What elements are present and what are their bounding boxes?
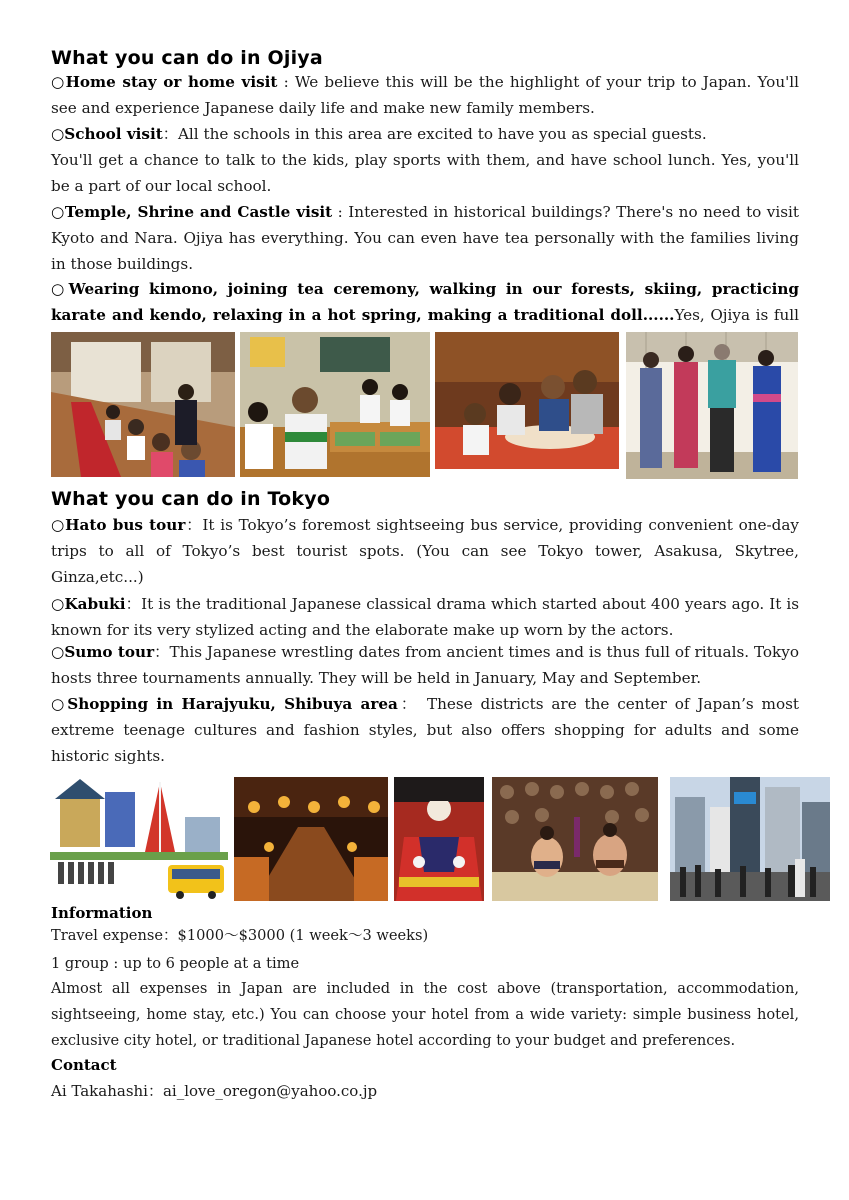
- item-text: We believe this will be the highlight of your trip to Japan. You'll see and experience Japanese daily life and make new family members.: [51, 73, 800, 117]
- contact-line: Ai Takahashi：ai_love_oregon@yahoo.co.jp: [51, 1082, 378, 1100]
- item-label: ○School visit: [51, 125, 163, 143]
- item-label: ○Kabuki: [51, 595, 126, 613]
- item-label: ○Hato bus tour: [51, 516, 186, 534]
- item-text: It is Tokyo’s foremost sightseeing bus service, providing convenient one-day trips to all of Tokyo’s best tourist spots. (You can see Tokyo tower, Asakusa, Skytree, Ginza,etc...): [51, 516, 799, 586]
- tokyo-item-hato-bus: [51, 512, 799, 590]
- item-text: It is the traditional Japanese classical drama which started about 400 years ago. It is known for its very stylized acting and the elaborate make up worn by the actors.: [51, 595, 800, 639]
- item-label: ○Sumo tour: [51, 643, 155, 661]
- info-group-size: 1 group : up to 6 people at a time: [51, 955, 300, 972]
- item-sep: ：: [162, 125, 178, 143]
- photo-temple-sitting: [51, 332, 235, 477]
- photo-tokyo-landmarks: [50, 777, 228, 901]
- ojiya-item-school: [51, 121, 799, 147]
- tokyo-item-sumo: [51, 639, 799, 691]
- item-text: All the schools in this area are excited to have you as special guests.: [177, 125, 707, 143]
- tokyo-item-kabuki: [51, 591, 799, 643]
- item-sep: ：: [154, 643, 170, 661]
- tokyo-heading: What you can do in Tokyo: [51, 488, 331, 510]
- ojiya-item-school-cont: [51, 147, 799, 199]
- photo-asakusa-night: [234, 777, 388, 901]
- item-label: ○Shopping in Harajyuku, Shibuya area: [51, 695, 398, 713]
- info-travel-expense: Travel expense：$1000～$3000 (1 week～3 weeks): [51, 927, 429, 944]
- item-sep: ：: [185, 516, 203, 534]
- photo-kimono-group: [626, 332, 798, 479]
- photo-sumo: [492, 777, 658, 901]
- photo-family-dinner: [435, 332, 619, 469]
- photo-shibuya: [670, 777, 830, 901]
- photo-kabuki: [394, 777, 484, 901]
- item-text: These districts are the center of Japan’s most extreme teenage cultures and fashion styles, but also offers shopping for adults and some historic sights.: [51, 695, 799, 765]
- item-label: ○Wearing kimono, joining tea ceremony, walking in our forests, skiing, practicing karate and kendo, relaxing in a hot spring, making a traditional doll......: [51, 280, 799, 324]
- item-sep: :: [332, 203, 349, 221]
- photo-school-lunch: [240, 332, 430, 477]
- contact-heading: Contact: [51, 1056, 117, 1074]
- ojiya-item-homestay: [51, 69, 799, 121]
- item-sep: ：: [125, 595, 142, 613]
- item-text: Yes, Ojiya is full: [674, 306, 799, 324]
- item-text: This Japanese wrestling dates from ancient times and is thus full of rituals. Tokyo hosts three tournaments annually. They will be held in January, May and September.: [51, 643, 799, 687]
- item-label: ○Temple, Shrine and Castle visit: [51, 203, 333, 221]
- item-sep: :: [277, 73, 295, 91]
- item-sep: ：: [397, 695, 427, 713]
- item-text: You'll get a chance to talk to the kids, play sports with them, and have school lunch. Yes, you'll be a part of our local school.: [51, 151, 799, 195]
- ojiya-item-temple: [51, 199, 799, 277]
- ojiya-heading: What you can do in Ojiya: [51, 47, 323, 69]
- tokyo-item-shopping: [51, 691, 799, 769]
- item-label: ○Home stay or home visit: [51, 73, 278, 91]
- info-expenses: Almost all expenses in Japan are included in the cost above (transportation, accommodation, sightseeing, home stay, etc.) You can choose your hotel from a wide variety: simple business hotel, exclusive city hotel, or traditional Japanese hotel according to your budget and preferences.: [51, 980, 799, 1049]
- item-text: Interested in historical buildings? There's no need to visit Kyoto and Nara. Ojiya has everything. You can even have tea personally with the families living in those buildings.: [51, 203, 799, 273]
- information-heading: Information: [51, 904, 153, 922]
